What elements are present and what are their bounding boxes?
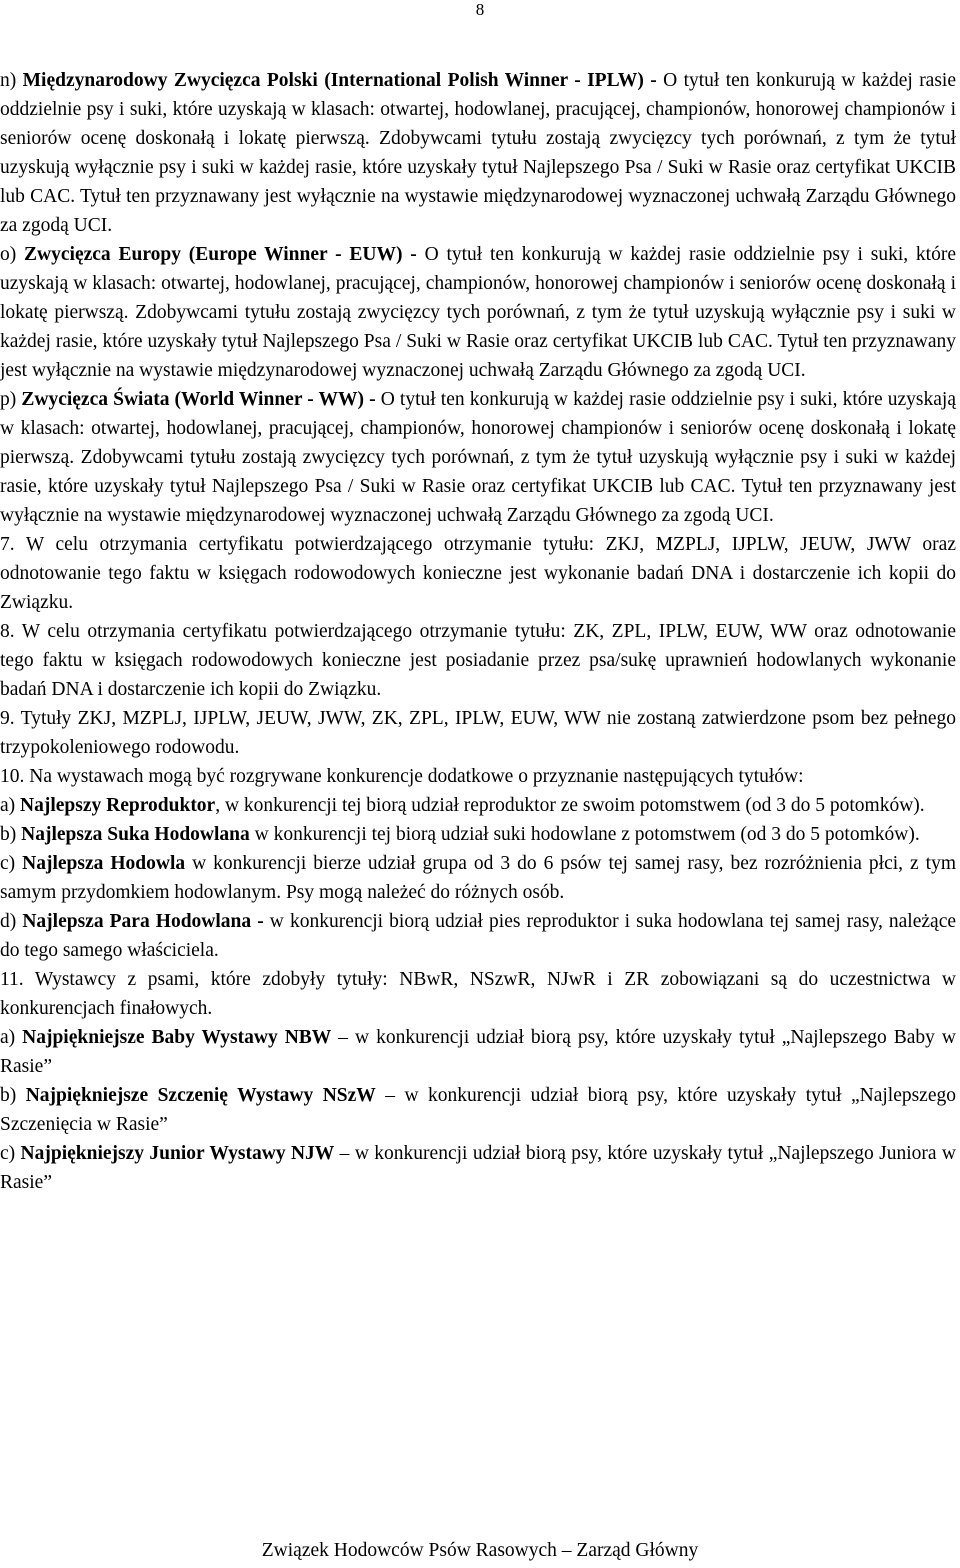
page-footer: Związek Hodowców Psów Rasowych – Zarząd Główny: [261, 1540, 699, 1561]
paragraph-text: – w konkurencji udział biorą psy, które uzyskały tytuł „Najlepszego Baby w Rasie”: [0, 1027, 956, 1077]
title-iplw: Międzynarodowy Zwycięzca Polski (International Polish Winner - IPLW) -: [22, 70, 657, 91]
paragraph-text: w konkurencji tej biorą udział suki hodowlane z potomstwem (od 3 do 5 potomków).: [249, 824, 920, 845]
title-nbw: Najpiękniejsze Baby Wystawy NBW: [22, 1027, 332, 1048]
item-prefix: p): [0, 389, 22, 410]
item-prefix: b): [0, 1085, 26, 1106]
title-njw: Najpiękniejszy Junior Wystawy NJW: [20, 1143, 335, 1164]
item-prefix: 9.: [0, 708, 21, 729]
paragraph-7: [0, 530, 956, 617]
paragraph-text: O tytuł ten konkurują w każdej rasie oddzielnie psy i suki, które uzyskają w klasach: otwartej, hodowlanej, pracującej, championów, honorowej championów i seniorów ocenę doskonałą i lokatę pierwszą. Zdobywcami tytułu zostają zwycięzcy tych porównań, z tym że tytuł uzyskują wyłącznie psy i suki w każdej rasie, które uzyskały tytuł Najlepszego Psa / Suki w Rasie oraz certyfikat UKCIB lub CAC. Tytuł ten przyznawany jest wyłącznie na wystawie międzynarodowej wyznaczonej uchwałą Zarządu Głównego za zgodą UCI.: [0, 244, 956, 381]
item-prefix: a): [0, 795, 21, 816]
item-prefix: c): [0, 853, 23, 874]
item-prefix: 10.: [0, 766, 30, 787]
title-euw: Zwycięzca Europy (Europe Winner - EUW) -: [24, 244, 417, 265]
paragraph-text: – w konkurencji udział biorą psy, które uzyskały tytuł „Najlepszego Szczenięcia w Rasie”: [0, 1085, 956, 1135]
page-number: 8: [475, 0, 485, 19]
paragraph-text: w konkurencji biorą udział pies reproduktor i suka hodowlana tej samej rasy, należące do tego samego właściciela.: [0, 911, 956, 961]
item-prefix: 7.: [0, 534, 26, 555]
paragraph-n: [0, 66, 956, 240]
paragraph-8: [0, 617, 956, 704]
item-prefix: o): [0, 244, 25, 265]
paragraph-text: – w konkurencji udział biorą psy, które uzyskały tytuł „Najlepszego Juniora w Rasie”: [0, 1143, 956, 1193]
paragraph-10a: [0, 791, 956, 820]
paragraph-9: [0, 704, 956, 762]
paragraph-text: Wystawcy z psami, które zdobyły tytuły: NBwR, NSzwR, NJwR i ZR zobowiązani są do uczestnictwa w konkurencjach finałowych.: [0, 969, 956, 1019]
title-best-stud-dog: Najlepszy Reproduktor: [20, 795, 216, 816]
paragraph-11: [0, 965, 956, 1023]
item-prefix: 8.: [0, 621, 22, 642]
paragraph-11c: [0, 1139, 956, 1197]
item-prefix: n): [0, 70, 23, 91]
paragraph-11a: [0, 1023, 956, 1081]
item-prefix: d): [0, 911, 23, 932]
paragraph-11b: [0, 1081, 956, 1139]
title-best-brood-bitch: Najlepsza Suka Hodowlana: [21, 824, 250, 845]
paragraph-text: Na wystawach mogą być rozgrywane konkurencje dodatkowe o przyznanie następujących tytułów:: [29, 766, 804, 787]
item-prefix: a): [0, 1027, 23, 1048]
paragraph-10d: [0, 907, 956, 965]
item-prefix: c): [0, 1143, 21, 1164]
paragraph-text: Tytuły ZKJ, MZPLJ, IJPLW, JEUW, JWW, ZK, ZPL, IPLW, EUW, WW nie zostaną zatwierdzone psom bez pełnego trzypokoleniowego rodowodu.: [0, 708, 956, 758]
paragraph-10c: [0, 849, 956, 907]
paragraph-text: O tytuł ten konkurują w każdej rasie oddzielnie psy i suki, które uzyskają w klasach: otwartej, hodowlanej, pracującej, championów, honorowej championów i seniorów ocenę doskonałą i lokatę pierwszą. Zdobywcami tytułu zostają zwycięzcy tych porównań, z tym że tytuł uzyskują wyłącznie psy i suki w każdej rasie, które uzyskały tytuł Najlepszego Psa / Suki w Rasie oraz certyfikat UKCIB lub CAC. Tytuł ten przyznawany jest wyłącznie na wystawie międzynarodowej wyznaczonej uchwałą Zarządu Głównego za zgodą UCI.: [0, 389, 956, 526]
document-body: [0, 66, 956, 1197]
title-nszw: Najpiękniejsze Szczenię Wystawy NSzW: [25, 1085, 376, 1106]
paragraph-10: [0, 762, 956, 791]
paragraph-text: W celu otrzymania certyfikatu potwierdzającego otrzymanie tytułu: ZK, ZPL, IPLW, EUW, WW oraz odnotowanie tego faktu w księgach rodowodowych konieczne jest posiadanie przez psa/sukę uprawnień hodowlanych wykonanie badań DNA i dostarczenie ich kopii do Związku.: [0, 621, 956, 700]
paragraph-o: [0, 240, 956, 385]
item-prefix: b): [0, 824, 22, 845]
title-best-breeding-pair: Najlepsza Para Hodowlana -: [22, 911, 264, 932]
paragraph-text: O tytuł ten konkurują w każdej rasie oddzielnie psy i suki, które uzyskają w klasach: otwartej, hodowlanej, pracującej, championów, honorowej championów i seniorów ocenę doskonałą i lokatę pierwszą. Zdobywcami tytułu zostają zwycięzcy tych porównań, z tym że tytuł uzyskują wyłącznie psy i suki w każdej rasie, które uzyskały tytuł Najlepszego Psa / Suki w Rasie oraz certyfikat UKCIB lub CAC. Tytuł ten przyznawany jest wyłącznie na wystawie międzynarodowej wyznaczonej uchwałą Zarządu Głównego za zgodą UCI.: [0, 70, 956, 236]
paragraph-text: W celu otrzymania certyfikatu potwierdzającego otrzymanie tytułu: ZKJ, MZPLJ, IJPLW, JEUW, JWW oraz odnotowanie tego faktu w księgach rodowodowych konieczne jest wykonanie badań DNA i dostarczenie ich kopii do Związku.: [0, 534, 956, 613]
paragraph-text: , w konkurencji tej biorą udział reproduktor ze swoim potomstwem (od 3 do 5 potomków).: [215, 795, 925, 816]
paragraph-10b: [0, 820, 956, 849]
title-ww: Zwycięzca Świata (World Winner - WW) -: [21, 389, 376, 410]
paragraph-p: [0, 385, 956, 530]
paragraph-text: w konkurencji bierze udział grupa od 3 do 6 psów tej samej rasy, bez rozróżnienia płci, z tym samym przydomkiem hodowlanym. Psy mogą należeć do różnych osób.: [0, 853, 957, 903]
item-prefix: 11.: [0, 969, 35, 990]
title-best-breeder-group: Najlepsza Hodowla: [22, 853, 186, 874]
